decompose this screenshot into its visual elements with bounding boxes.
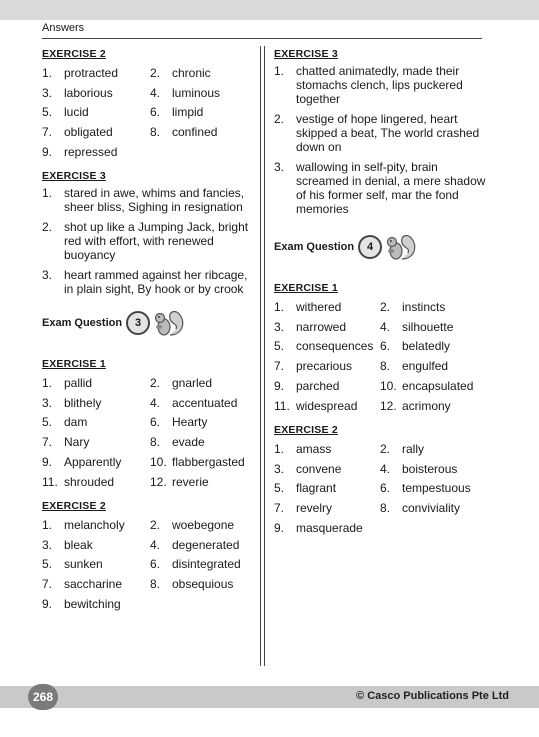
answer-item: [42, 123, 113, 141]
answer-text: silhouette: [402, 319, 454, 334]
answer-number: 5.: [42, 105, 53, 120]
answer-text: reverie: [172, 474, 209, 489]
answer-number: 10.: [150, 454, 167, 469]
answer-text: instincts: [402, 300, 446, 314]
answer-text: Hearty: [172, 415, 208, 430]
answer-number: 8.: [150, 435, 161, 450]
answer-number: 2.: [42, 220, 53, 234]
answer-text: encapsulated: [402, 378, 474, 393]
answer-number: 6.: [150, 105, 161, 120]
answer-text: precarious: [296, 359, 353, 374]
answer-number: 12.: [380, 398, 397, 413]
answer-text: melancholy: [64, 518, 125, 532]
answer-number: 1.: [42, 66, 53, 80]
answer-item: [380, 377, 473, 395]
answer-item: [42, 453, 121, 471]
answer-text: gnarled: [172, 376, 213, 390]
answer-text: repressed: [64, 144, 118, 159]
answer-number: 6.: [150, 415, 161, 430]
answer-grid: [42, 516, 252, 614]
answer-item: [380, 357, 448, 375]
answer-text: shrouded: [64, 474, 115, 489]
answer-item: [42, 595, 121, 613]
answer-item: [42, 374, 92, 392]
answer-item: [150, 123, 217, 141]
answer-text: chatted animatedly, made their stomachs clench, lips puckered together: [296, 64, 463, 106]
answer-text: convene: [296, 461, 342, 476]
answer-text: blithely: [64, 395, 102, 410]
answer-number: 3.: [42, 395, 53, 410]
answer-item: [274, 64, 489, 106]
answer-text: withered: [296, 300, 342, 314]
answer-text: Apparently: [64, 454, 122, 469]
answer-text: rally: [402, 442, 425, 456]
answer-item: [42, 516, 125, 534]
answer-text: laborious: [64, 85, 113, 100]
answer-number: 11.: [42, 474, 58, 489]
answer-item: [380, 479, 471, 497]
exercise-heading: EXERCISE 3: [274, 48, 338, 60]
answer-text: obligated: [64, 125, 113, 140]
exercise-heading: EXERCISE 3: [42, 170, 106, 182]
answer-number: 8.: [150, 125, 161, 140]
exercise-heading: EXERCISE 2: [42, 48, 106, 60]
running-head: Answers: [42, 22, 85, 34]
answer-grid: [274, 298, 489, 416]
answer-text: lucid: [64, 105, 89, 120]
answer-item: [42, 473, 114, 491]
answer-number: 3.: [42, 268, 53, 282]
answer-text: bleak: [64, 537, 93, 552]
answer-item: [150, 374, 212, 392]
answer-text: revelry: [296, 501, 333, 516]
answer-item: [150, 103, 203, 121]
answer-text: saccharine: [64, 577, 123, 592]
answer-number: 8.: [380, 359, 391, 374]
answer-number: 6.: [380, 481, 391, 496]
answer-text: shot up like a Jumping Jack, bright red with effort, with renewed buoyancy: [64, 220, 249, 262]
answer-item: [42, 64, 118, 82]
answer-text: engulfed: [402, 359, 449, 374]
answer-item: [150, 413, 207, 431]
answer-number: 8.: [150, 577, 161, 592]
answer-item: [380, 499, 460, 517]
answer-text: conviviality: [402, 501, 461, 516]
answer-number: 3.: [42, 537, 53, 552]
answer-text: wallowing in self-pity, brain screamed in denial, a mere shadow of his former self, mar the fond memories: [296, 160, 486, 216]
answer-item: [380, 460, 457, 478]
answer-item: [274, 357, 352, 375]
answer-text: evade: [172, 435, 205, 450]
answer-number: 9.: [42, 144, 53, 159]
answer-text: parched: [296, 378, 340, 393]
answer-number: 11.: [274, 398, 290, 413]
answer-number: 4.: [150, 395, 161, 410]
answer-item: [150, 473, 209, 491]
answer-text: consequences: [296, 339, 374, 354]
answer-number: 5.: [274, 339, 285, 354]
answer-text: limpid: [172, 105, 204, 120]
answer-item: [274, 298, 341, 316]
answer-number: 6.: [150, 557, 161, 572]
answer-list: [42, 186, 252, 296]
answer-number: 1.: [42, 186, 53, 200]
answer-number: 1.: [42, 518, 53, 532]
answer-item: [380, 318, 453, 336]
answer-number: 7.: [42, 435, 53, 450]
copyright-notice: © Casco Publications Pte Ltd: [356, 690, 509, 702]
answer-text: tempestuous: [402, 481, 471, 496]
answer-number: 2.: [274, 112, 285, 126]
answer-item: [274, 499, 332, 517]
answer-item: [42, 103, 89, 121]
answer-number: 3.: [274, 160, 285, 174]
answer-number: 1.: [42, 376, 53, 390]
answer-item: [274, 377, 339, 395]
answer-text: accentuated: [172, 395, 238, 410]
answer-text: narrowed: [296, 319, 347, 334]
answer-item: [274, 479, 336, 497]
answer-text: degenerated: [172, 537, 240, 552]
answer-number: 3.: [274, 461, 285, 476]
answer-item: [380, 337, 450, 355]
answer-number: 9.: [274, 378, 285, 393]
answer-text: amass: [296, 442, 332, 456]
answer-item: [42, 84, 113, 102]
answer-item: [150, 84, 220, 102]
answer-number: 2.: [150, 376, 161, 390]
answer-number: 1.: [274, 300, 285, 314]
answer-text: woebegone: [172, 518, 235, 532]
answer-item: [274, 397, 357, 415]
answer-text: pallid: [64, 376, 93, 390]
answer-item: [42, 413, 87, 431]
answer-item: [380, 298, 445, 316]
answer-item: [274, 160, 489, 216]
answer-text: widespread: [296, 398, 358, 413]
answer-number: 10.: [380, 378, 397, 393]
answer-number: 4.: [150, 537, 161, 552]
left-column: [42, 48, 252, 614]
answer-text: confined: [172, 125, 218, 140]
answer-item: [380, 397, 451, 415]
answer-grid: [42, 64, 252, 162]
answer-text: boisterous: [402, 461, 458, 476]
answer-text: protracted: [64, 66, 119, 80]
answer-item: [274, 519, 363, 537]
answer-item: [150, 453, 245, 471]
answer-grid: [274, 440, 489, 538]
answer-number: 2.: [380, 442, 391, 456]
header-rule: [42, 38, 482, 39]
answer-number: 2.: [380, 300, 391, 314]
answer-text: stared in awe, whims and fancies, sheer bliss, Sighing in resignation: [64, 186, 245, 214]
answer-number: 4.: [380, 319, 391, 334]
answer-item: [274, 460, 341, 478]
answer-text: Nary: [64, 435, 90, 450]
exam-question-header: [42, 302, 252, 344]
page-number: 268: [28, 684, 58, 710]
answer-number: 4.: [380, 461, 391, 476]
answer-number: 7.: [42, 577, 53, 592]
answer-text: flagrant: [296, 481, 337, 496]
answer-number: 1.: [274, 64, 285, 78]
answer-number: 9.: [42, 596, 53, 611]
answer-item: [274, 318, 346, 336]
answer-text: sunken: [64, 557, 103, 572]
answer-item: [42, 555, 103, 573]
answer-number: 9.: [274, 520, 285, 535]
answer-number: 1.: [274, 442, 285, 456]
answer-item: [380, 440, 424, 458]
answer-item: [150, 575, 233, 593]
answer-item: [42, 433, 89, 451]
right-column: [274, 48, 489, 538]
answer-text: chronic: [172, 66, 211, 80]
answer-number: 9.: [42, 454, 53, 469]
answer-item: [150, 433, 205, 451]
answer-item: [42, 394, 101, 412]
exercise-heading: EXERCISE 2: [42, 500, 106, 512]
answer-item: [150, 64, 211, 82]
answer-number: 12.: [150, 474, 167, 489]
answer-item: [150, 394, 237, 412]
answer-item: [42, 268, 252, 296]
answer-list: [274, 64, 489, 216]
answer-number: 4.: [150, 85, 161, 100]
answer-item: [42, 575, 122, 593]
answer-number: 7.: [42, 125, 53, 140]
answer-item: [42, 143, 117, 161]
answer-number: 2.: [150, 66, 161, 80]
exam-question-header: [274, 226, 489, 268]
answer-number: 5.: [42, 415, 53, 430]
answer-text: luminous: [172, 85, 221, 100]
answer-number: 3.: [42, 85, 53, 100]
exercise-heading: EXERCISE 1: [274, 282, 338, 294]
exercise-heading: EXERCISE 2: [274, 424, 338, 436]
answer-text: belatedly: [402, 339, 451, 354]
answer-text: heart rammed against her ribcage, in plain sight, By hook or by crook: [64, 268, 248, 296]
exercise-heading: EXERCISE 1: [42, 358, 106, 370]
answer-text: disintegrated: [172, 557, 241, 572]
answer-grid: [42, 374, 252, 492]
answer-text: obsequious: [172, 577, 234, 592]
top-band: [0, 0, 539, 20]
answer-text: acrimony: [402, 398, 451, 413]
answer-item: [274, 337, 373, 355]
answer-number: 3.: [274, 319, 285, 334]
squirrel-icon: [382, 229, 418, 265]
answer-text: vestige of hope lingered, heart skipped a beat, The world crashed down on: [296, 112, 480, 154]
answer-number: 6.: [380, 339, 391, 354]
column-divider: [260, 46, 265, 666]
answer-item: [150, 516, 234, 534]
answer-number: 5.: [42, 557, 53, 572]
answer-text: bewitching: [64, 596, 121, 611]
answer-item: [150, 555, 241, 573]
exam-question-number: 3: [126, 311, 150, 335]
answer-number: 7.: [274, 359, 285, 374]
answer-item: [274, 112, 489, 154]
answer-item: [274, 440, 331, 458]
answer-text: dam: [64, 415, 88, 430]
answer-text: flabbergasted: [172, 454, 245, 469]
answer-item: [42, 220, 252, 262]
answer-text: masquerade: [296, 520, 363, 535]
answer-number: 2.: [150, 518, 161, 532]
answer-number: 5.: [274, 481, 285, 496]
answer-number: 8.: [380, 501, 391, 516]
answer-item: [42, 536, 93, 554]
answer-item: [42, 186, 252, 214]
exam-question-label: Exam Question: [42, 317, 123, 329]
exam-question-label: Exam Question: [274, 241, 355, 253]
exam-question-number: 4: [358, 235, 382, 259]
answer-item: [150, 536, 239, 554]
answer-number: 7.: [274, 501, 285, 516]
squirrel-icon: [150, 305, 186, 341]
